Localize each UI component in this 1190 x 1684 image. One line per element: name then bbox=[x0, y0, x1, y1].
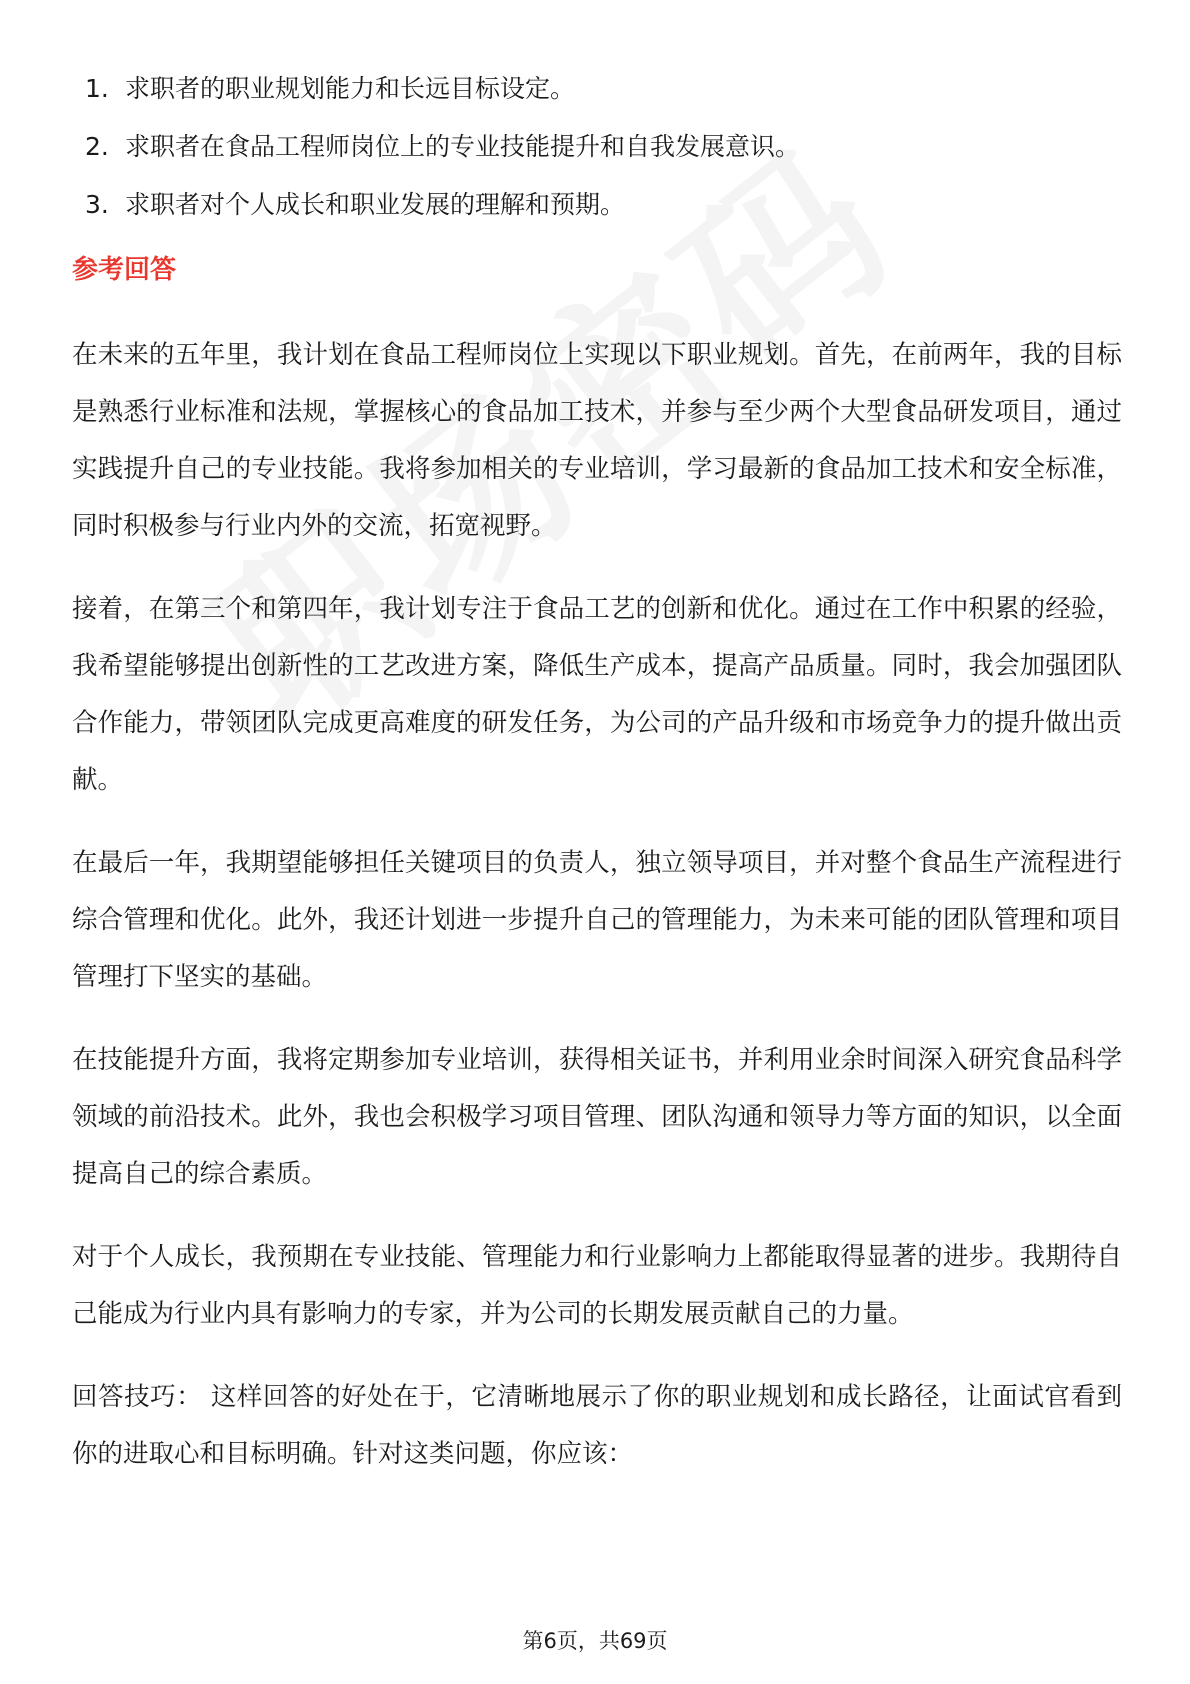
list-item-number: 1. bbox=[85, 74, 109, 103]
section-title: 参考回答 bbox=[72, 255, 177, 285]
question-focus-list bbox=[85, 60, 1115, 234]
list-item-number: 3. bbox=[85, 190, 109, 219]
paragraph: 在最后一年，我期望能够担任关键项目的负责人，独立领导项目，并对整个食品生产流程进行综合管理和优化。此外，我还计划进一步提升自己的管理能力，为未来可能的团队管理和项目管理打下坚实的基础。 bbox=[72, 848, 1122, 992]
paragraph: 在技能提升方面，我将定期参加专业培训，获得相关证书，并利用业余时间深入研究食品科学领域的前沿技术。此外，我也会积极学习项目管理、团队沟通和领导力等方面的知识，以全面提高自己的综合素质。 bbox=[72, 1045, 1122, 1189]
list-item-text: 求职者对个人成长和职业发展的理解和预期。 bbox=[125, 190, 626, 219]
list-item-number: 2. bbox=[85, 132, 109, 161]
paragraph: 在未来的五年里，我计划在食品工程师岗位上实现以下职业规划。首先，在前两年，我的目标是熟悉行业标准和法规，掌握核心的食品加工技术，并参与至少两个大型食品研发项目，通过实践提升自己的专业技能。我将参加相关的专业培训，学习最新的食品加工技术和安全标准，同时积极参与行业内外的交流，拓宽视野。 bbox=[72, 340, 1122, 541]
list-item bbox=[85, 118, 1115, 176]
paragraph: 对于个人成长，我预期在专业技能、管理能力和行业影响力上都能取得显著的进步。我期待自己能成为行业内具有影响力的专家，并为公司的长期发展贡献自己的力量。 bbox=[72, 1242, 1122, 1329]
list-item-text: 求职者的职业规划能力和长远目标设定。 bbox=[125, 74, 576, 103]
paragraph-tips: 回答技巧： 这样回答的好处在于，它清晰地展示了你的职业规划和成长路径，让面试官看到你的进取心和目标明确。针对这类问题，你应该： bbox=[72, 1382, 1122, 1469]
page-number-footer: 第6页，共69页 bbox=[522, 1629, 668, 1653]
list-item bbox=[85, 60, 1115, 118]
list-item bbox=[85, 176, 1115, 234]
paragraph: 接着，在第三个和第四年，我计划专注于食品工艺的创新和优化。通过在工作中积累的经验，我希望能够提出创新性的工艺改进方案，降低生产成本，提高产品质量。同时，我会加强团队合作能力，带领团队完成更高难度的研发任务，为公司的产品升级和市场竞争力的提升做出贡献。 bbox=[72, 594, 1122, 795]
list-item-text: 求职者在食品工程师岗位上的专业技能提升和自我发展意识。 bbox=[125, 132, 801, 161]
answer-body bbox=[72, 327, 1122, 1509]
